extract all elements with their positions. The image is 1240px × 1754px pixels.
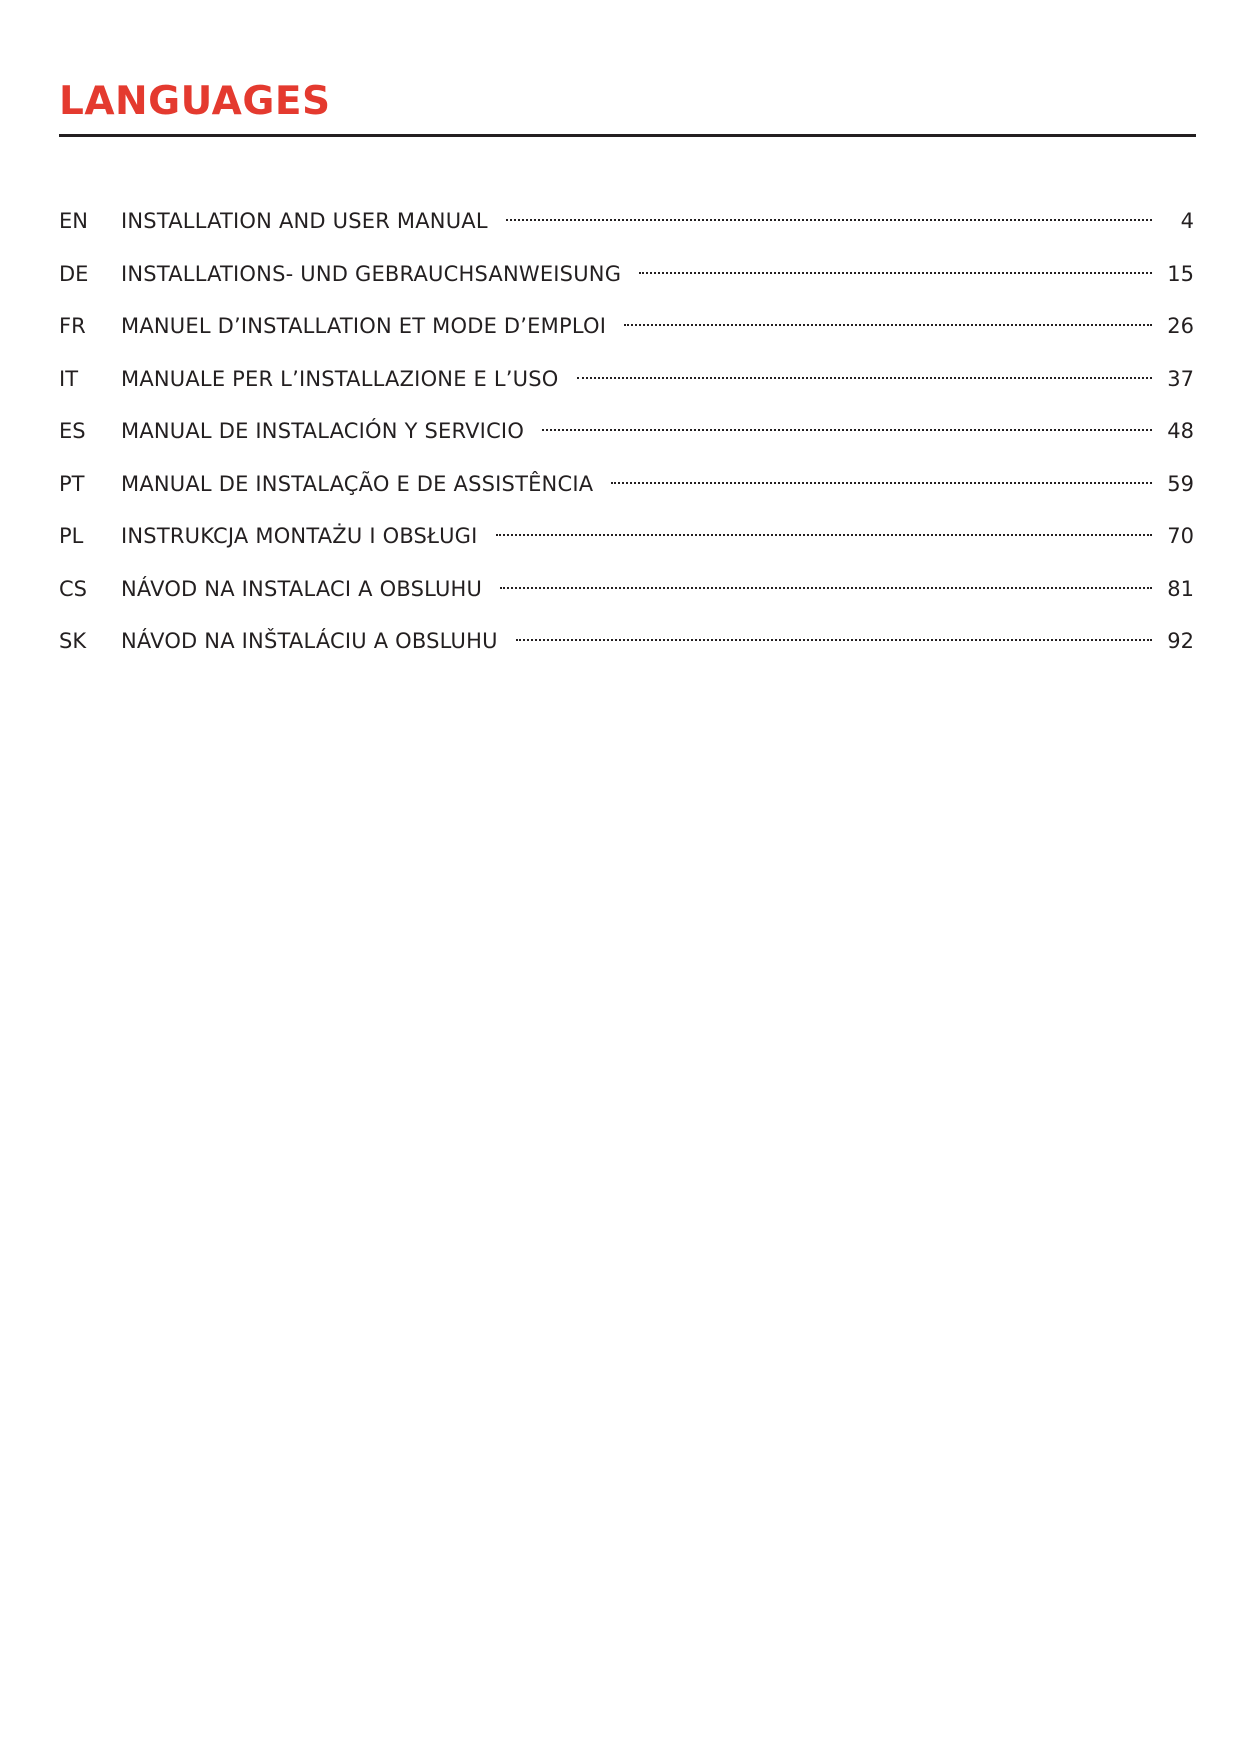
manual-title: NÁVOD NA INŠTALÁCIU A OBSLUHU <box>121 629 498 653</box>
table-of-contents <box>59 201 1196 674</box>
page-number: 15 <box>1167 261 1194 286</box>
language-code: CS <box>59 576 87 601</box>
language-code: IT <box>59 366 79 391</box>
manual-title: INSTALLATION AND USER MANUAL <box>121 209 488 233</box>
manual-title: NÁVOD NA INSTALACI A OBSLUHU <box>121 576 483 601</box>
toc-entry-pt[interactable] <box>59 464 1196 517</box>
dot-leader <box>624 324 1152 326</box>
manual-title: MANUALE PER L’INSTALLAZIONE E L’USO <box>121 366 559 391</box>
language-code: SK <box>59 629 87 653</box>
page-number: 26 <box>1167 314 1194 338</box>
toc-entry-fr[interactable] <box>59 306 1196 359</box>
manual-title: MANUAL DE INSTALAÇÃO E DE ASSISTÊNCIA <box>121 471 594 496</box>
page-number: 48 <box>1167 419 1194 443</box>
dot-leader <box>500 587 1152 589</box>
manual-title: INSTALLATIONS- UND GEBRAUCHSANWEISUNG <box>121 261 622 286</box>
page-number: 92 <box>1167 629 1194 653</box>
dot-leader <box>639 272 1152 274</box>
language-code: PT <box>59 471 85 496</box>
page-number: 81 <box>1167 576 1194 601</box>
manual-title: MANUEL D’INSTALLATION ET MODE D’EMPLOI <box>121 314 607 338</box>
toc-entry-de[interactable] <box>59 254 1196 307</box>
manual-title: INSTRUKCJA MONTAŻU I OBSŁUGI <box>121 524 478 548</box>
dot-leader <box>496 534 1152 536</box>
dot-leader <box>542 429 1152 431</box>
dot-leader <box>611 482 1152 484</box>
toc-entry-pl[interactable] <box>59 516 1196 569</box>
manual-title: MANUAL DE INSTALACIÓN Y SERVICIO <box>121 419 525 443</box>
dot-leader <box>516 639 1152 641</box>
dot-leader <box>506 219 1152 221</box>
language-code: ES <box>59 419 86 443</box>
page-number: 70 <box>1167 524 1194 548</box>
language-code: DE <box>59 261 89 286</box>
page-number: 59 <box>1167 471 1194 496</box>
page-title: LANGUAGES <box>59 79 331 124</box>
language-code: EN <box>59 209 88 233</box>
toc-entry-it[interactable] <box>59 359 1196 412</box>
toc-entry-en[interactable] <box>59 201 1196 254</box>
page-number: 37 <box>1167 366 1194 391</box>
dot-leader <box>577 377 1153 379</box>
toc-entry-sk[interactable] <box>59 621 1196 674</box>
toc-entry-es[interactable] <box>59 411 1196 464</box>
page-number: 4 <box>1180 209 1194 233</box>
title-divider <box>59 134 1196 137</box>
toc-entry-cs[interactable] <box>59 569 1196 622</box>
language-code: FR <box>59 314 86 338</box>
language-code: PL <box>59 524 84 548</box>
